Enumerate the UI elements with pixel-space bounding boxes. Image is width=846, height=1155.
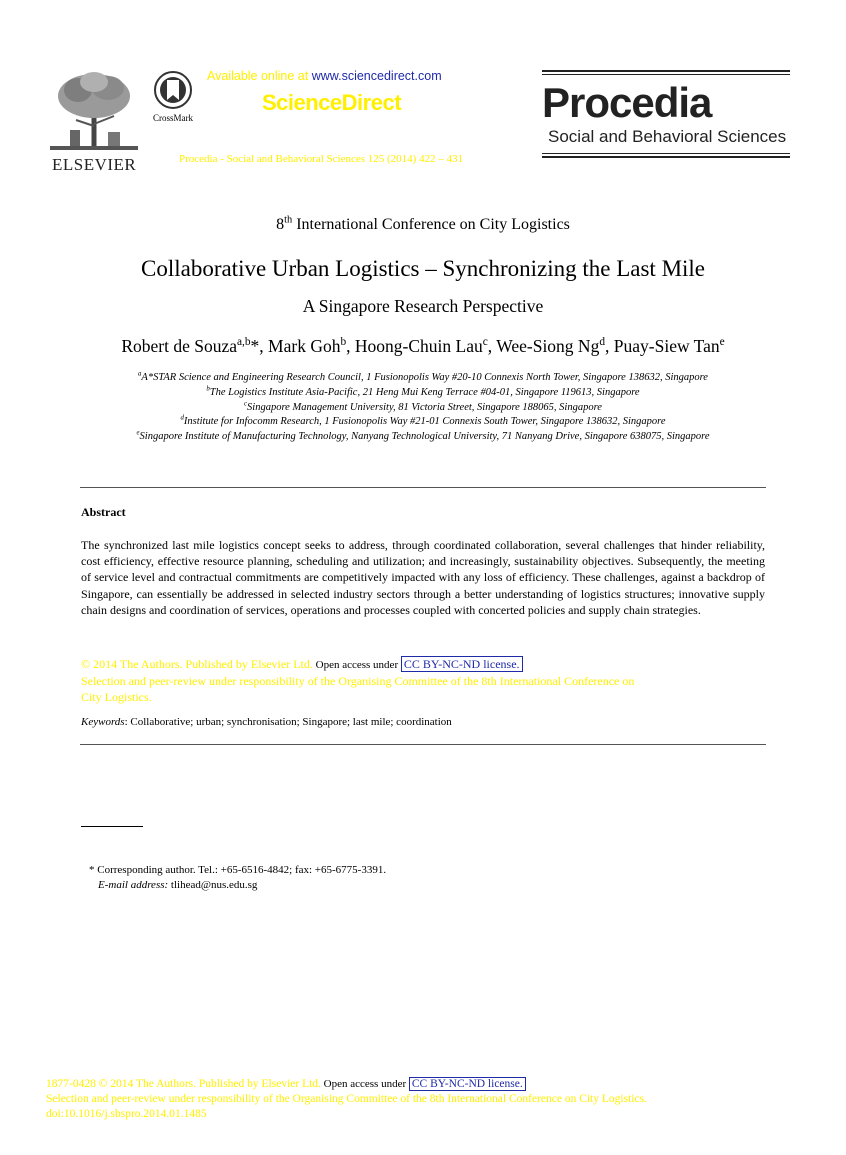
- author-affiliation-marker: a,b: [236, 336, 251, 349]
- crossmark-label: CrossMark: [153, 113, 193, 123]
- affiliation-item: [0, 415, 846, 430]
- journal-citation: Procedia - Social and Behavioral Sciences 125 (2014) 422 – 431: [179, 153, 464, 165]
- affiliation-item: [0, 430, 846, 445]
- author-separator: ,: [487, 336, 497, 356]
- footer-issn-notice: 1877-0428 © 2014 The Authors. Published by Elsevier Ltd.: [46, 1078, 321, 1090]
- conference-number: 8: [276, 216, 285, 233]
- author-affiliation-marker: d: [599, 336, 606, 349]
- keywords: [81, 716, 452, 728]
- corresponding-author: * Corresponding author. Tel.: +65-6516-4842; fax: +65-6775-3391.: [89, 864, 387, 876]
- affiliation-marker: d: [180, 414, 184, 422]
- abstract-heading: Abstract: [81, 505, 126, 519]
- affiliation-item: [0, 401, 846, 416]
- keywords-text: : Collaborative; urban; synchronisation; Singapore; last mile; coordination: [124, 716, 452, 728]
- procedia-logo-sub: Social and Behavioral Sciences: [548, 127, 787, 146]
- affiliation-item: [0, 371, 846, 386]
- affiliation-item: [0, 386, 846, 401]
- author-separator: *,: [250, 336, 269, 356]
- author-affiliation-marker: b: [340, 336, 347, 349]
- author-name: Puay-Siew Tan: [613, 336, 720, 356]
- procedia-top-rule: [542, 70, 790, 75]
- elsevier-tree-icon: [50, 68, 138, 150]
- affiliation-marker: b: [206, 385, 210, 393]
- footer-peer-review: Selection and peer-review under responsibility of the Organising Committee of the 8th International Conference on City Logistics.: [46, 1093, 647, 1105]
- paper-subtitle: A Singapore Research Perspective: [302, 296, 544, 316]
- conference-suffix: th: [284, 214, 293, 226]
- footer-open-access: Open access under: [320, 1078, 409, 1090]
- author-name: Mark Goh: [268, 336, 341, 356]
- peer-review-line2: City Logistics.: [81, 690, 152, 704]
- affiliation-marker: a: [138, 370, 142, 378]
- affiliation-text: Singapore Management University, 81 Victoria Street, Singapore 188065, Singapore: [247, 401, 602, 413]
- sciencedirect-logo: ScienceDirect: [262, 90, 402, 115]
- copyright-block: [81, 656, 721, 705]
- email-address[interactable]: tlihead@nus.edu.sg: [168, 879, 258, 891]
- affiliation-marker: e: [136, 429, 140, 437]
- author-name: Robert de Souza: [121, 336, 237, 356]
- footnote: [89, 863, 386, 893]
- elsevier-logo: [50, 68, 138, 174]
- email-label: E-mail address:: [98, 879, 169, 891]
- crossmark-badge[interactable]: [148, 70, 198, 126]
- email-line: [98, 878, 386, 893]
- footnote-rule: [81, 826, 143, 827]
- affiliations: [0, 371, 846, 445]
- available-online: [207, 69, 442, 83]
- paper-title: Collaborative Urban Logistics – Synchronizing the Last Mile: [140, 256, 706, 281]
- page-footer: [46, 1077, 826, 1122]
- footer-copyright-line: [46, 1077, 826, 1092]
- author-name: Hoong-Chuin Lau: [354, 336, 483, 356]
- abstract-body: The synchronized last mile logistics concept seeks to address, through coordinated collaboration, several challenges that hinder reliability, cost efficiency, effective resource planning, scheduling and utilization; and increasingly, sustainability objectives. Subsequently, the meeting of service level and contractual commitments are competitively impacted with any loss of efficiency. These challenges, against a backdrop of Singapore, can essentially be addressed in selected industry sectors through a better understanding of logistics structures; innovative supply chain designs and coordination of services, operations and processes coupled with concerted policies and supply chain strategies.: [81, 538, 765, 617]
- crossmark-icon: [153, 70, 193, 110]
- footer-license-link[interactable]: CC BY-NC-ND license.: [409, 1077, 526, 1091]
- footer-doi[interactable]: doi:10.1016/j.sbspro.2014.01.1485: [46, 1108, 207, 1120]
- affiliation-text: A*STAR Science and Engineering Research Council, 1 Fusionopolis Way #20-10 Connexis North Tower, Singapore 138632, Singapore: [141, 372, 708, 383]
- available-online-prefix: Available online at: [207, 69, 312, 83]
- author-affiliation-marker: e: [719, 336, 725, 349]
- procedia-bottom-rule: [542, 153, 790, 158]
- affiliation-text: Singapore Institute of Manufacturing Technology, Nanyang Technological University, 71 Nanyang Drive, Singapore 638075, Singapore: [139, 431, 710, 443]
- peer-review-line1: Selection and peer-review under responsibility of the Organising Committee of the 8th International Conference on: [81, 674, 635, 688]
- author-list: [0, 336, 846, 357]
- author-name: Wee-Siong Ng: [496, 336, 600, 356]
- keywords-label: Keywords: [81, 716, 125, 728]
- procedia-logo-main: Procedia: [542, 79, 712, 126]
- author-separator: ,: [605, 336, 614, 356]
- license-link[interactable]: CC BY-NC-ND license.: [401, 656, 523, 672]
- affiliation-text: The Logistics Institute Asia-Pacific, 21 Heng Mui Keng Terrace #04-01, Singapore 119613, Singapore: [209, 386, 640, 398]
- author-affiliation-marker: c: [482, 336, 488, 349]
- abstract-bottom-rule: [80, 744, 766, 745]
- open-access-text: Open access under: [312, 659, 401, 671]
- abstract-top-rule: [80, 487, 766, 488]
- conference-name: International Conference on City Logistics: [292, 216, 570, 233]
- elsevier-wordmark: ELSEVIER: [52, 155, 137, 174]
- author-separator: ,: [346, 336, 355, 356]
- affiliation-marker: c: [244, 400, 248, 408]
- sciencedirect-url[interactable]: www.sciencedirect.com: [311, 69, 442, 83]
- conference-line: [0, 216, 846, 234]
- copyright-line: [81, 656, 721, 673]
- procedia-logo: [542, 70, 790, 164]
- affiliation-text: Institute for Infocomm Research, 1 Fusionopolis Way #21-01 Connexis South Tower, Singapore 138632, Singapore: [183, 416, 666, 428]
- copyright-notice: © 2014 The Authors. Published by Elsevier Ltd.: [81, 657, 313, 671]
